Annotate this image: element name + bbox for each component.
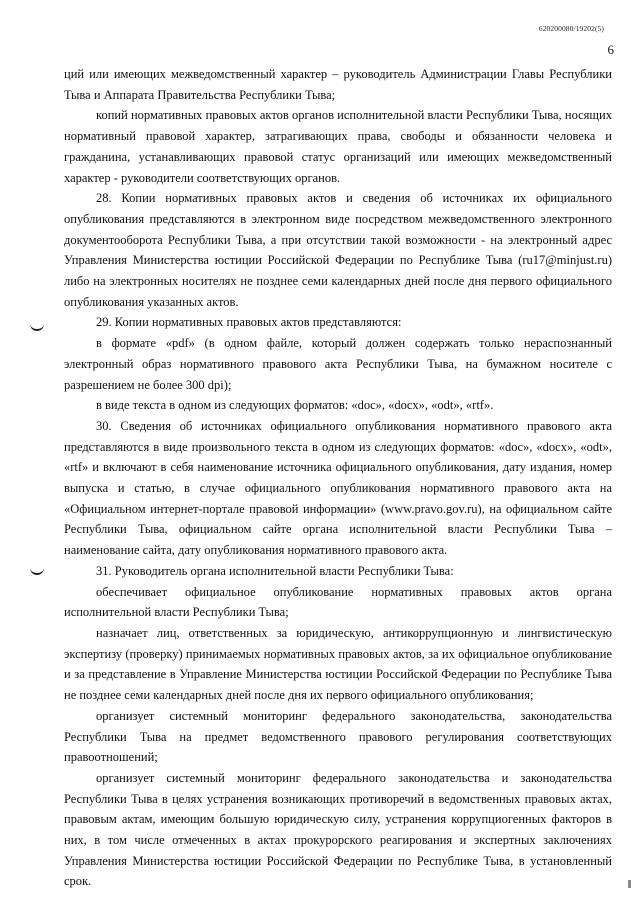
paragraph: назначает лиц, ответственных за юридическую, антикоррупционную и лингвистическую экспертизу (проверку) принимаемых нормативных правовых актов, за их официальное опубликование и за представление в Управление Министерства юстиции Российской Федерации по Республике Тыва не позднее семи календарных дней после дня их первого официального опубликования; bbox=[64, 625, 612, 703]
document-id: 620200080/19202(5) bbox=[538, 24, 604, 33]
paragraph: организует системный мониторинг федерального законодательства и законодательства Республики Тыва в целях устранения возникающих противоречий в ведомственных правовых актах, правовым актам, имеющим большую юридическую силу, устранения коррупциогенных факторов в них, в том числе отмеченных в актах прокурорского реагирования и экспертных заключениях Управления Министерства юстиции Российской Федерации по Республике Тыва, в установленный срок. bbox=[64, 770, 612, 889]
paragraph-item-30: 30. Сведения об источниках официального опубликования нормативного правового акта представляются в виде произвольного текста в одном из следующих форматов: «doc», «docx», «odt», «rtf» и включают в себя наименование источника официального опубликования, дату издания, номер выпуска и статью, в случае официального опубликования нормативного правового акта на «Официальном интернет-портале правовой информации» (www.pravo.gov.ru), на официальном сайте Республики Тыва, официальном сайте органа исполнительной власти Республики Тыва – наименование сайта, дату опубликования нормативного правового акта. bbox=[64, 418, 612, 558]
margin-mark bbox=[30, 321, 44, 331]
paragraph: организует системный мониторинг федерального законодательства, законодательства Республики Тыва на предмет ведомственного правового регулирования соответствующих правоотношений; bbox=[64, 708, 612, 765]
paragraph-item-28: 28. Копии нормативных правовых актов и сведения об источниках их официального опубликования представляются в электронном виде посредством межведомственного электронного документооборота Республики Тыва, а при отсутствии такой возможности - на электронный адрес Управления Министерства юстиции Российской Федерации по Республике Тыва (ru17@minjust.ru) либо на электронных носителях не позднее семи календарных дней после дня первого официального опубликования указанных актов. bbox=[64, 191, 612, 309]
paragraph: в формате «pdf» (в одном файле, который должен содержать только нераспознанный электронный образ нормативного правового акта Республики Тыва, на бумажном носителе с разрешением не более 300 dpi); bbox=[64, 336, 612, 392]
paragraph: обеспечивает официальное опубликование нормативных правовых актов органа исполнительной власти Республики Тыва; bbox=[64, 584, 612, 620]
margin-mark bbox=[30, 565, 44, 575]
paragraph: копий нормативных правовых актов органов исполнительной власти Республики Тыва, носящих нормативный правовой характер, затрагивающих права, свободы и обязанности человека и гражданина, устанавливающих правовой статус организаций или имеющих межведомственный характер - руководители соответствующих органов. bbox=[64, 108, 612, 185]
paragraph-continuation: ций или имеющих межведомственный характер – руководитель Администрации Главы Республики Тыва и Аппарата Правительства Республики Тыва; bbox=[64, 67, 612, 102]
scan-artifact bbox=[628, 880, 631, 888]
document-body bbox=[64, 64, 612, 892]
paragraph-item-29: 29. Копии нормативных правовых актов представляются: bbox=[96, 315, 402, 330]
page-number: 6 bbox=[607, 42, 614, 57]
paragraph: в виде текста в одном из следующих форматов: «doc», «docx», «odt», «rtf». bbox=[96, 398, 494, 413]
paragraph-item-31: 31. Руководитель органа исполнительной власти Республики Тыва: bbox=[96, 563, 454, 578]
